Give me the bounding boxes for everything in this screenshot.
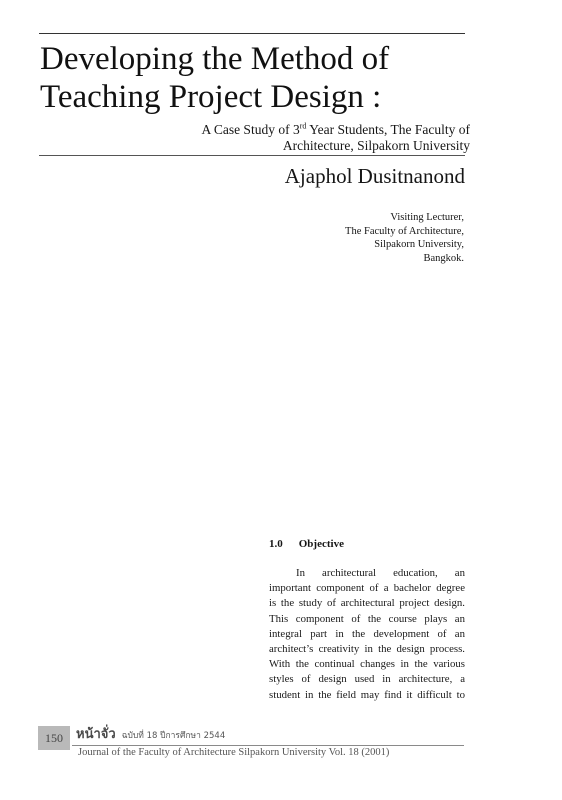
subtitle-post: Year Students, The Faculty of xyxy=(306,122,470,137)
subtitle-line-1 xyxy=(160,122,470,138)
affiliation-line: The Faculty of Architecture, xyxy=(345,225,464,237)
body-line: styles of design used in architecture, a xyxy=(269,673,465,686)
subtitle-pre: A Case Study of 3 xyxy=(201,122,300,137)
affiliation-line: Silpakorn University, xyxy=(374,239,464,250)
journal-thai-name: หน้าจั่ว xyxy=(76,727,116,742)
affiliation-line: Bangkok. xyxy=(423,252,464,264)
section-title: Objective xyxy=(298,538,344,550)
page-number: 150 xyxy=(38,726,70,750)
article-title xyxy=(40,40,480,116)
author-affiliation xyxy=(300,211,464,265)
section-number: 1.0 xyxy=(269,538,283,550)
top-rule xyxy=(39,33,465,34)
author-name: Ajaphol Dusitnanond xyxy=(284,164,465,188)
body-text xyxy=(269,566,465,703)
body-line: With the continual changes in the various xyxy=(269,658,465,671)
journal-english-title: Journal of the Faculty of Architecture Silpakorn University Vol. 18 (2001) xyxy=(78,747,390,758)
journal-thai-masthead xyxy=(76,723,225,744)
body-line: important component of a bachelor degree xyxy=(269,582,465,595)
body-line: integral part in the development of an xyxy=(269,627,465,640)
title-line-2: Teaching Project Design : xyxy=(40,79,382,115)
section-heading xyxy=(269,538,469,550)
affiliation-line: Visiting Lecturer, xyxy=(390,212,464,223)
subtitle-superscript: rd xyxy=(299,121,307,131)
body-line: is the study of architectural project design. xyxy=(269,597,465,610)
journal-thai-issue: ฉบับที่ 18 ปีการศึกษา 2544 xyxy=(121,731,226,741)
article-subtitle xyxy=(160,122,470,154)
footer-rule xyxy=(72,745,464,746)
title-line-1: Developing the Method of xyxy=(40,41,390,77)
subtitle-rule xyxy=(39,155,465,156)
body-line: student in the field may find it difficult to xyxy=(269,688,465,701)
body-line: In architectural education, an xyxy=(296,567,465,579)
body-line: architect’s creativity in the design process. xyxy=(269,643,465,656)
body-line: This component of the course plays an xyxy=(269,612,465,625)
subtitle-line-2: Architecture, Silpakorn University xyxy=(282,138,470,153)
